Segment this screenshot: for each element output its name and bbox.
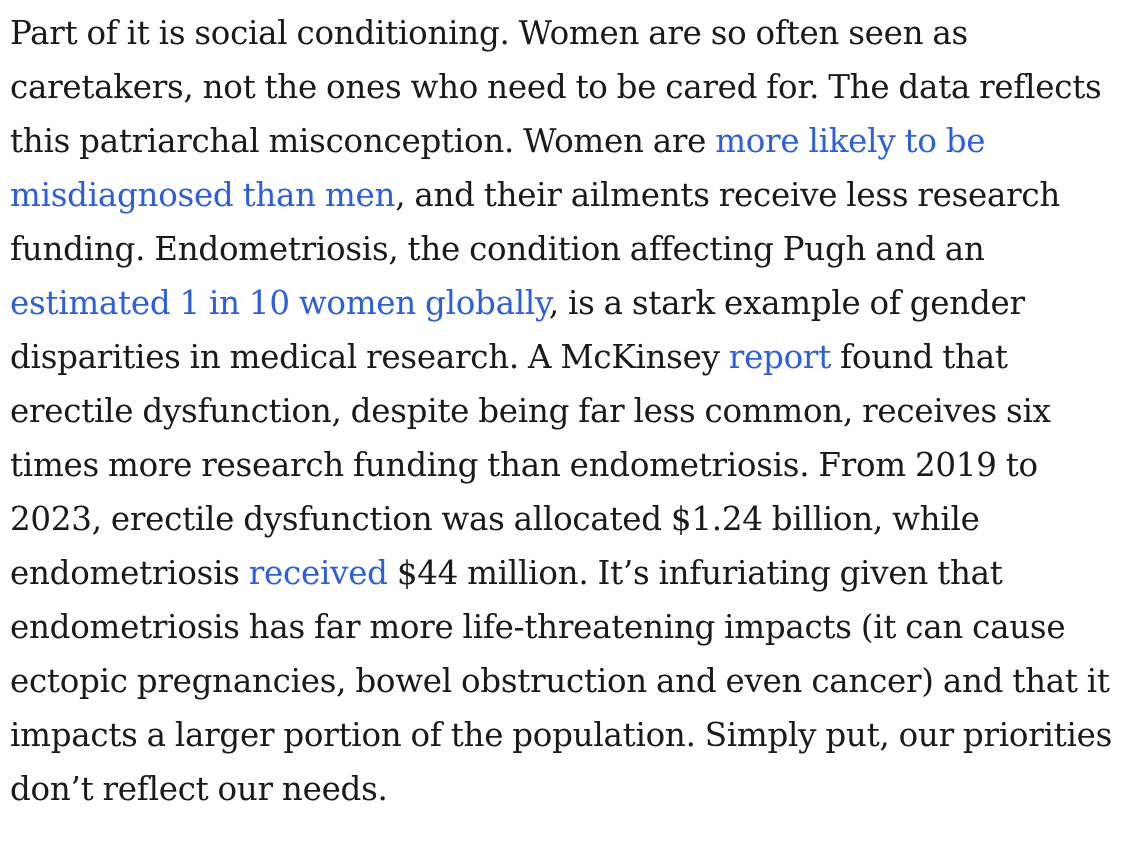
text-segment: this patriarchal misconception. Women are	[10, 122, 716, 160]
text-line-6	[10, 276, 1140, 330]
link-misdiagnosed-part2[interactable]: misdiagnosed than men	[10, 176, 396, 214]
text-line-12: endometriosis has far more life-threatening impacts (it can cause	[10, 608, 1066, 646]
text-segment: $44 million. It’s infuriating given that	[387, 554, 1003, 592]
link-estimated-1-in-10[interactable]: estimated 1 in 10 women globally	[10, 284, 549, 322]
text-line-11	[10, 546, 1140, 600]
text-line-7	[10, 330, 1140, 384]
link-received[interactable]: received	[248, 554, 388, 592]
text-line-5: funding. Endometriosis, the condition affecting Pugh and an	[10, 230, 985, 268]
text-segment: , and their ailments receive less research	[395, 176, 1061, 214]
link-report[interactable]: report	[728, 338, 832, 376]
text-line-13: ectopic pregnancies, bowel obstruction and even cancer) and that it	[10, 662, 1110, 700]
link-misdiagnosed-part1[interactable]: more likely to be	[715, 122, 986, 160]
text-segment: , is a stark example of gender	[548, 284, 1025, 322]
article-paragraph	[10, 6, 1140, 816]
text-line-10: 2023, erectile dysfunction was allocated $1.24 billion, while	[10, 500, 980, 538]
text-segment: endometriosis	[10, 554, 249, 592]
text-line-14: impacts a larger portion of the population. Simply put, our priorities	[10, 716, 1113, 754]
text-line-9: times more research funding than endometriosis. From 2019 to	[10, 446, 1038, 484]
text-line-8: erectile dysfunction, despite being far less common, receives six	[10, 392, 1051, 430]
text-line-3	[10, 114, 1140, 168]
text-line-15: don’t reflect our needs.	[10, 770, 388, 808]
text-line-1: Part of it is social conditioning. Women are so often seen as	[10, 14, 968, 52]
text-segment: found that	[831, 338, 1008, 376]
text-line-4	[10, 168, 1140, 222]
text-line-2: caretakers, not the ones who need to be cared for. The data reflects	[10, 68, 1102, 106]
text-segment: disparities in medical research. A McKinsey	[10, 338, 729, 376]
